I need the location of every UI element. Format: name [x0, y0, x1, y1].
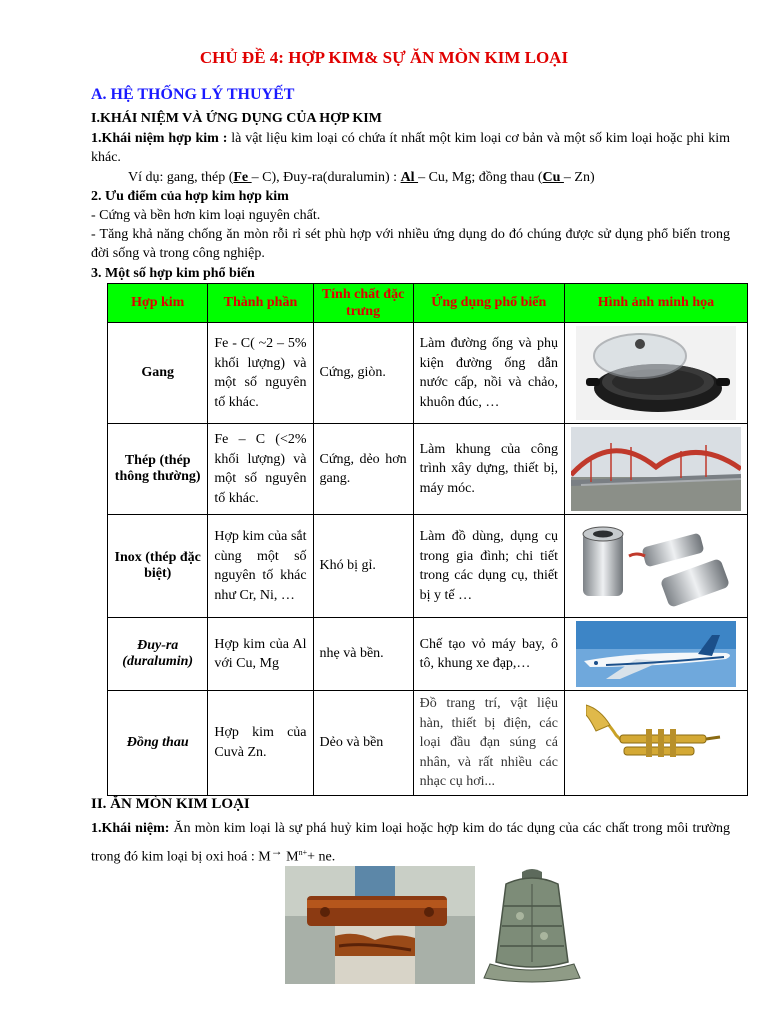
- alloy-usage: Làm đường ống và phụ kiện đường ống dẫn nước cấp, nồi và chảo, khuôn đúc, …: [413, 323, 564, 424]
- table-row: [108, 424, 748, 515]
- alloy-name: Gang: [108, 323, 208, 424]
- advantage-item-2: - Tăng khả năng chống ăn mòn rỗi rỉ sét phù hợp với nhiều ứng dụng do đó chúng được sử dụng phổ biến trong đời sống và trong công nghiệp.: [91, 227, 730, 261]
- alloy-property: Cứng, dẻo hơn gang.: [313, 424, 413, 515]
- alloy-property: nhẹ và bền.: [313, 618, 413, 691]
- alloy-composition: Hợp kim của Cuvà Zn.: [208, 691, 313, 796]
- definition-label: 1.Khái niệm hợp kim :: [91, 131, 228, 146]
- equation-sup: n+: [298, 848, 308, 857]
- pan-image: [564, 323, 747, 424]
- corrosion-text: Ăn mòn kim loại là sự phá huỷ kim loại hoặc hợp kim do tác dụng của các chất trong môi trường trong đó kim loại bị oxi hoá :: [91, 821, 731, 865]
- table-row: [108, 691, 748, 796]
- alloy-usage: Đồ trang trí, vật liệu hàn, thiết bị điện, các loại đầu đạn súng cá nhân, và rất nhiều các nhạc cụ hơi...: [413, 691, 564, 796]
- alloy-usage: Chế tạo vỏ máy bay, ô tô, khung xe đạp,…: [413, 618, 564, 691]
- section-1-heading: [91, 109, 730, 128]
- example-line: [128, 168, 730, 187]
- alloys-table: [107, 283, 748, 796]
- bridge-icon: [571, 427, 741, 511]
- header-usage: Ứng dụng phổ biến: [413, 284, 564, 323]
- equation-rest: + ne.: [307, 849, 336, 865]
- example-suffix: – Zn): [563, 170, 595, 185]
- corrosion-label: 1.Khái niệm:: [91, 821, 170, 836]
- trumpet-icon: [586, 701, 726, 785]
- header-image: Hình ảnh minh họa: [564, 284, 747, 323]
- steel-parts-image: [564, 515, 747, 618]
- alloy-composition: Fe – C (<2% khối lượng) và một số nguyên tố khác.: [208, 424, 313, 515]
- page-title: CHỦ ĐỀ 4: HỢP KIM& SỰ ĂN MÒN KIM LOẠI: [199, 48, 569, 67]
- example-prefix: Ví dụ: gang, thép (: [128, 170, 234, 185]
- section-2-heading: II. ĂN MÒN KIM LOẠI: [91, 796, 250, 812]
- alloy-name: Inox (thép đặc biệt): [108, 515, 208, 618]
- alloy-composition: Hợp kim của Al với Cu, Mg: [208, 618, 313, 691]
- table-row: [108, 515, 748, 618]
- alloy-composition: Hợp kim của sắt cùng một số nguyên tố khác như Cr, Ni, …: [208, 515, 313, 618]
- table-row: [108, 323, 748, 424]
- alloy-usage: Làm đồ dùng, dụng cụ trong gia đình; chi tiết trong các dụng cụ, thiết bị y tế …: [413, 515, 564, 618]
- equation-arrow: →: [270, 844, 283, 858]
- bridge-image: [564, 424, 747, 515]
- alloy-name: Thép (thép thông thường): [108, 424, 208, 515]
- steel-parts-icon: [573, 518, 739, 614]
- equation-mn: M: [286, 849, 299, 865]
- header-property: Tính chất đặc trưng: [313, 284, 413, 323]
- advantages-heading: [91, 187, 730, 206]
- trumpet-image: [564, 691, 747, 796]
- example-fe: Fe: [233, 170, 252, 185]
- header-composition: Thành phần: [208, 284, 313, 323]
- table-row: [108, 618, 748, 691]
- alloy-usage: Làm khung của công trình xây dựng, thiết bị, máy móc.: [413, 424, 564, 515]
- example-cu: Cu: [542, 170, 564, 185]
- definition-text: là vật liệu kim loại có chứa ít nhất một kim loại cơ bản và một số kim loại hoặc phi kim khác.: [91, 131, 730, 165]
- pan-icon: [576, 326, 736, 420]
- equation-m: M: [258, 849, 271, 865]
- airplane-icon: [576, 621, 736, 687]
- example-mid2: – Cu, Mg; đồng thau (: [418, 170, 543, 185]
- common-alloys-title: 3. Một số hợp kim phổ biến: [91, 266, 255, 281]
- bronze-bell-image: [476, 866, 588, 984]
- definition-paragraph: [91, 129, 730, 167]
- alloy-name: Đuy-ra (duralumin): [108, 618, 208, 691]
- alloy-property: Dẻo và bền: [313, 691, 413, 796]
- rusted-pipe-image: [285, 866, 475, 984]
- alloy-composition: Fe - C( ~2 – 5% khối lượng) và một số nguyên tố khác.: [208, 323, 313, 424]
- advantage-item-1: - Cứng và bền hơn kim loại nguyên chất.: [91, 208, 321, 223]
- alloy-property: Cứng, giòn.: [313, 323, 413, 424]
- advantages-title: 2. Ưu điểm của hợp kim hợp kim: [91, 189, 289, 204]
- common-alloys-heading: [91, 264, 730, 283]
- example-al: Al: [400, 170, 419, 185]
- section-1-title: I.KHÁI NIỆM VÀ ỨNG DỤNG CỦA HỢP KIM: [91, 111, 382, 126]
- section-a-heading: A. HỆ THỐNG LÝ THUYẾT: [91, 86, 295, 103]
- airplane-image: [564, 618, 747, 691]
- corrosion-definition: [91, 818, 730, 869]
- alloy-name: Đồng thau: [108, 691, 208, 796]
- table-header-row: [108, 284, 748, 323]
- example-mid1: – C), Đuy-ra(duralumin) :: [251, 170, 401, 185]
- header-alloy: Hợp kim: [108, 284, 208, 323]
- alloy-property: Khó bị gỉ.: [313, 515, 413, 618]
